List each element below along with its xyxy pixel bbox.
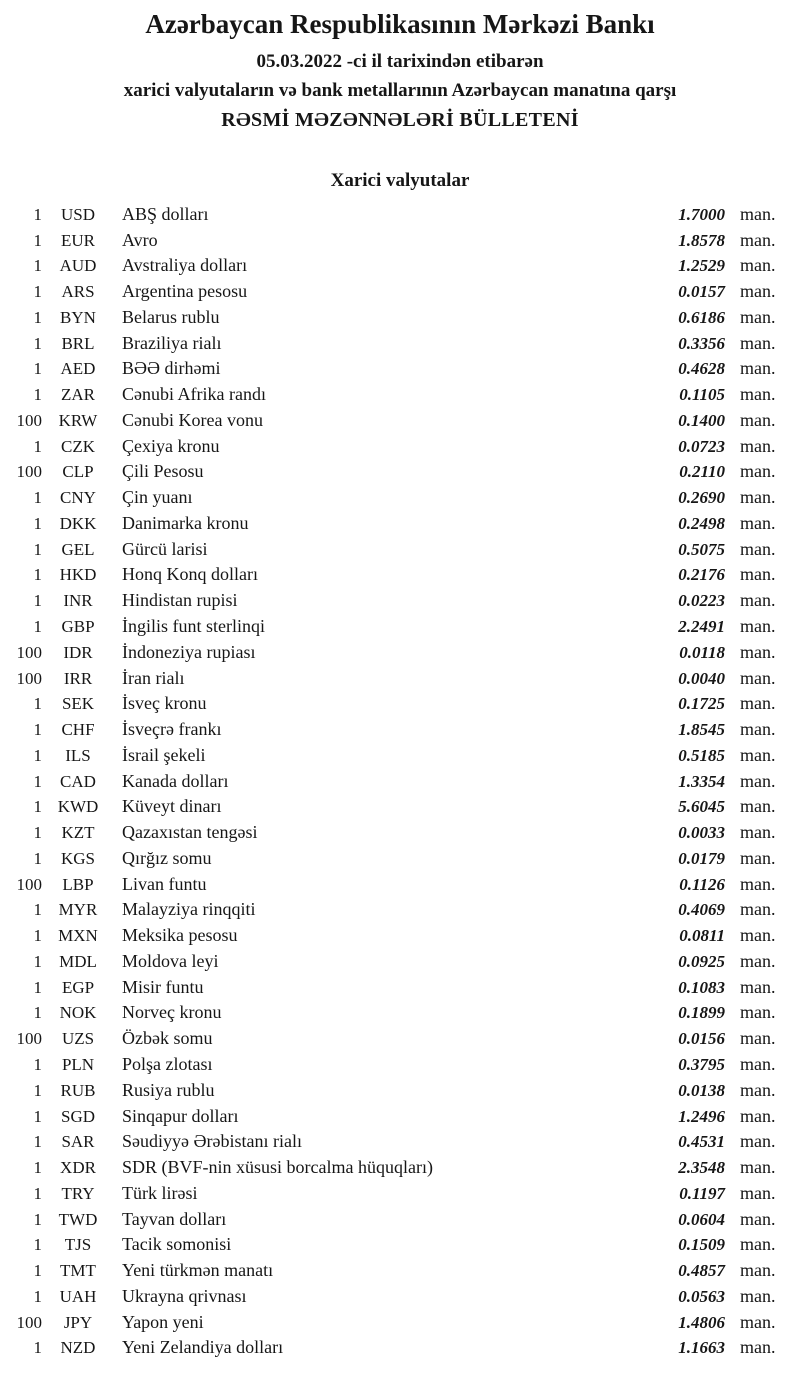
exchange-rate-value: 0.5185 (678, 745, 725, 765)
currency-quantity: 100 (16, 410, 42, 430)
currency-row (0, 640, 800, 666)
currency-row (0, 511, 800, 537)
currency-name: Polşa zlotası (122, 1054, 213, 1074)
currency-name: Misir funtu (122, 976, 204, 997)
exchange-rate-value: 0.1725 (678, 694, 725, 714)
manat-unit-label: man. (740, 796, 776, 817)
currency-name: Kanada dolları (122, 770, 229, 791)
exchange-rate-value: 0.2110 (679, 462, 725, 482)
exchange-rate-value: 1.2496 (678, 1106, 725, 1126)
exchange-rate-value: 0.0179 (678, 848, 725, 868)
currency-name: İsveç kronu (122, 693, 207, 714)
currency-row (0, 279, 800, 305)
currency-code: KWD (57, 797, 99, 817)
currency-quantity: 1 (33, 1158, 42, 1178)
currency-row (0, 820, 800, 846)
currency-code: ARS (61, 282, 95, 302)
currency-code: IRR (63, 668, 93, 688)
currency-quantity: 1 (33, 282, 42, 302)
currency-quantity: 1 (33, 616, 42, 636)
exchange-rate-value: 0.0033 (678, 823, 725, 843)
currency-code: CZK (61, 436, 95, 456)
currency-row (0, 331, 800, 357)
currency-name: Danimarka kronu (122, 512, 249, 533)
currency-name: Ukrayna qrivnası (122, 1285, 247, 1306)
currency-name: İran rialı (122, 667, 185, 688)
currency-code: BRL (61, 333, 95, 353)
currency-code: CLP (62, 462, 94, 482)
currency-name: Avro (122, 229, 158, 250)
currency-row (0, 305, 800, 331)
currency-row (0, 202, 800, 228)
currency-code: LBP (62, 874, 94, 894)
currency-row (0, 872, 800, 898)
currency-name: Tayvan dolları (122, 1208, 227, 1229)
currency-quantity: 1 (33, 720, 42, 740)
currency-name: Yapon yeni (122, 1311, 204, 1332)
exchange-rate-value: 1.1663 (678, 1338, 725, 1358)
manat-unit-label: man. (740, 1157, 776, 1178)
currency-quantity: 1 (33, 307, 42, 327)
currency-quantity: 1 (33, 823, 42, 843)
currency-code: KRW (58, 410, 98, 430)
currency-code: CHF (61, 720, 95, 740)
currency-row (0, 614, 800, 640)
manat-unit-label: man. (740, 1285, 776, 1306)
currency-code: IDR (63, 642, 93, 662)
currency-name: Yeni türkmən manatı (122, 1260, 274, 1281)
currency-row (0, 382, 800, 408)
exchange-rate-value: 1.4806 (678, 1312, 725, 1332)
currency-code: SGD (60, 1106, 95, 1126)
currency-row (0, 923, 800, 949)
currency-quantity: 1 (33, 539, 42, 559)
currency-code: RUB (60, 1080, 96, 1100)
currency-quantity: 1 (33, 926, 42, 946)
exchange-rate-value: 0.3356 (678, 333, 725, 353)
exchange-rate-value: 0.0118 (679, 642, 725, 662)
currency-code: TWD (58, 1209, 98, 1229)
currency-quantity: 1 (33, 565, 42, 585)
currency-quantity: 1 (33, 900, 42, 920)
currency-quantity: 1 (33, 1209, 42, 1229)
section-title-foreign-currencies: Xarici valyutalar (330, 169, 470, 191)
exchange-rate-value: 2.2491 (678, 616, 725, 636)
currency-code: HKD (59, 565, 97, 585)
exchange-rate-value: 0.0563 (678, 1286, 725, 1306)
currency-row (0, 228, 800, 254)
currency-row (0, 537, 800, 563)
manat-unit-label: man. (740, 1337, 776, 1358)
currency-code: KZT (61, 823, 95, 843)
manat-unit-label: man. (740, 590, 776, 611)
currency-quantity: 1 (33, 1183, 42, 1203)
currency-row (0, 562, 800, 588)
manat-unit-label: man. (740, 1002, 776, 1023)
currency-name: Qazaxıstan tengəsi (122, 822, 258, 843)
currency-name: Sinqapur dolları (122, 1105, 239, 1126)
currency-quantity: 1 (33, 436, 42, 456)
exchange-rate-value: 0.0925 (678, 951, 725, 971)
currency-code: UZS (61, 1029, 95, 1049)
currency-name: Norveç kronu (122, 1002, 222, 1023)
currency-name: SDR (BVF-nin xüsusi borcalma hüquqları) (122, 1157, 433, 1178)
manat-unit-label: man. (740, 950, 776, 971)
currency-quantity: 1 (33, 359, 42, 379)
currency-row (0, 717, 800, 743)
currency-name: Qırğız somu (122, 847, 212, 868)
currency-code: TJS (64, 1235, 92, 1255)
exchange-rate-value: 2.3548 (678, 1158, 725, 1178)
currency-code: CNY (60, 488, 96, 508)
currency-name: Malayziya rinqqiti (122, 899, 256, 920)
exchange-rate-value: 0.0040 (678, 668, 725, 688)
currency-row (0, 949, 800, 975)
exchange-rate-value: 1.2529 (678, 256, 725, 276)
manat-unit-label: man. (740, 1234, 776, 1255)
currency-name: Çexiya kronu (122, 435, 220, 456)
exchange-rate-value: 0.6186 (678, 307, 725, 327)
subject-line: xarici valyutaların və bank metallarının Azərbaycan manatına qarşı (123, 80, 677, 102)
exchange-rate-value: 0.0223 (678, 591, 725, 611)
currency-name: Livan funtu (122, 873, 207, 894)
manat-unit-label: man. (740, 1131, 776, 1152)
currency-name: Moldova leyi (122, 950, 219, 971)
currency-name: İngilis funt sterlinqi (122, 615, 265, 636)
manat-unit-label: man. (740, 1208, 776, 1229)
currency-name: Argentina pesosu (122, 281, 248, 302)
exchange-rate-value: 0.0723 (678, 436, 725, 456)
manat-unit-label: man. (740, 667, 776, 688)
currency-name: Meksika pesosu (122, 925, 238, 946)
currency-row (0, 1258, 800, 1284)
currency-name: ABŞ dolları (122, 203, 209, 224)
manat-unit-label: man. (740, 409, 776, 430)
currency-row (0, 666, 800, 692)
exchange-rate-value: 0.1083 (678, 977, 725, 997)
currency-quantity: 1 (33, 1235, 42, 1255)
manat-unit-label: man. (740, 719, 776, 740)
currency-row (0, 356, 800, 382)
exchange-rate-value: 0.3795 (678, 1055, 725, 1074)
manat-unit-label: man. (740, 384, 776, 405)
exchange-rate-value: 5.6045 (678, 797, 725, 817)
manat-unit-label: man. (740, 641, 776, 662)
currency-quantity: 1 (33, 745, 42, 765)
currency-code: AED (60, 359, 96, 379)
currency-row (0, 1335, 800, 1361)
currency-quantity: 100 (16, 874, 42, 894)
manat-unit-label: man. (740, 1079, 776, 1100)
currency-name: Çin yuanı (122, 487, 193, 508)
manat-unit-label: man. (740, 1028, 776, 1049)
manat-unit-label: man. (740, 1260, 776, 1281)
currency-quantity: 1 (33, 1338, 42, 1358)
manat-unit-label: man. (740, 770, 776, 791)
currency-code: MDL (59, 951, 97, 971)
manat-unit-label: man. (740, 847, 776, 868)
currency-quantity: 1 (33, 256, 42, 276)
currency-row (0, 846, 800, 872)
exchange-rate-value: 0.4857 (678, 1261, 725, 1281)
exchange-rate-value: 0.2176 (678, 565, 725, 585)
currency-quantity: 1 (33, 513, 42, 533)
exchange-rate-value: 0.4531 (678, 1132, 725, 1152)
manat-unit-label: man. (740, 873, 776, 894)
currency-quantity: 100 (16, 1029, 42, 1049)
currency-code: TRY (61, 1183, 95, 1203)
currency-name: Belarus rublu (122, 306, 220, 327)
currency-name: İsrail şekeli (122, 744, 206, 765)
exchange-rate-value: 0.5075 (678, 539, 725, 559)
currency-name: Gürcü larisi (122, 538, 208, 559)
currency-name: Səudiyyə Ərəbistanı rialı (122, 1131, 302, 1152)
currency-code: NZD (60, 1338, 96, 1358)
currency-quantity: 1 (33, 1003, 42, 1023)
currency-row (0, 408, 800, 434)
currency-name: Braziliya rialı (122, 332, 222, 353)
currency-code: TMT (60, 1261, 96, 1281)
manat-unit-label: man. (740, 255, 776, 276)
currency-quantity: 1 (33, 333, 42, 353)
manat-unit-label: man. (740, 925, 776, 946)
effective-date-line: 05.03.2022 -ci il tarixindən etibarən (256, 50, 544, 72)
currency-row (0, 1284, 800, 1310)
currency-quantity: 1 (33, 1261, 42, 1281)
bulletin-header (0, 0, 800, 134)
exchange-rate-value: 0.1105 (679, 385, 725, 405)
manat-unit-label: man. (740, 822, 776, 843)
exchange-rate-value: 0.4069 (678, 900, 725, 920)
currency-name: Avstraliya dolları (122, 255, 248, 276)
currency-row (0, 434, 800, 460)
manat-unit-label: man. (740, 538, 776, 559)
currency-row (0, 1000, 800, 1026)
currency-quantity: 1 (33, 848, 42, 868)
currency-row (0, 1052, 800, 1078)
exchange-rate-value: 1.3354 (678, 771, 725, 791)
currency-quantity: 100 (16, 462, 42, 482)
currency-name: Rusiya rublu (122, 1079, 215, 1100)
currency-name: Cənubi Korea vonu (122, 409, 263, 430)
manat-unit-label: man. (740, 615, 776, 636)
currency-code: XDR (60, 1158, 96, 1178)
currency-name: Tacik somonisi (122, 1234, 232, 1255)
currency-code: INR (63, 591, 93, 611)
exchange-rate-value: 1.8545 (678, 720, 725, 740)
exchange-rate-value: 0.1197 (679, 1183, 725, 1203)
currency-code: UAH (59, 1286, 97, 1306)
manat-unit-label: man. (740, 306, 776, 327)
manat-unit-label: man. (740, 487, 776, 508)
currency-quantity: 1 (33, 230, 42, 250)
exchange-rates-table (0, 202, 800, 1361)
currency-code: JPY (63, 1312, 93, 1332)
currency-quantity: 1 (33, 488, 42, 508)
exchange-rate-value: 0.0138 (678, 1080, 725, 1100)
exchange-rate-value: 1.8578 (678, 230, 725, 250)
currency-code: AUD (59, 256, 97, 276)
currency-row (0, 1155, 800, 1181)
currency-quantity: 100 (16, 1312, 42, 1332)
currency-row (0, 1207, 800, 1233)
manat-unit-label: man. (740, 744, 776, 765)
currency-row (0, 1310, 800, 1336)
currency-quantity: 1 (33, 977, 42, 997)
currency-code: DKK (59, 513, 97, 533)
currency-code: GBP (61, 616, 95, 636)
exchange-rate-value: 0.0157 (678, 282, 725, 302)
manat-unit-label: man. (740, 203, 776, 224)
exchange-rate-value: 1.7000 (678, 204, 725, 224)
currency-code: KGS (60, 848, 95, 868)
currency-quantity: 1 (33, 204, 42, 224)
manat-unit-label: man. (740, 976, 776, 997)
currency-quantity: 1 (33, 591, 42, 611)
currency-row (0, 897, 800, 923)
currency-code: EGP (61, 977, 95, 997)
currency-name: İsveçrə frankı (122, 719, 222, 740)
manat-unit-label: man. (740, 1182, 776, 1203)
currency-name: Türk lirəsi (122, 1182, 198, 1203)
currency-row (0, 743, 800, 769)
currency-quantity: 100 (16, 668, 42, 688)
manat-unit-label: man. (740, 1105, 776, 1126)
manat-unit-label: man. (740, 461, 776, 482)
manat-unit-label: man. (740, 1311, 776, 1332)
currency-name: İndoneziya rupiası (122, 641, 256, 662)
exchange-rate-value: 0.1899 (678, 1003, 725, 1023)
currency-name: BƏƏ dirhəmi (122, 358, 221, 379)
currency-quantity: 1 (33, 1132, 42, 1152)
exchange-rate-value: 0.1400 (678, 410, 725, 430)
currency-name: Hindistan rupisi (122, 590, 238, 611)
exchange-rate-value: 0.0604 (678, 1209, 725, 1229)
currency-row (0, 769, 800, 795)
currency-quantity: 1 (33, 951, 42, 971)
currency-name: Özbək somu (122, 1028, 213, 1049)
exchange-rate-value: 0.1509 (678, 1235, 725, 1255)
currency-code: NOK (59, 1003, 97, 1023)
currency-name: Çili Pesosu (122, 461, 204, 482)
manat-unit-label: man. (740, 229, 776, 250)
exchange-rate-value: 0.2690 (678, 488, 725, 508)
currency-code: BYN (60, 307, 96, 327)
currency-code: USD (60, 204, 95, 224)
currency-quantity: 1 (33, 797, 42, 817)
currency-row (0, 1104, 800, 1130)
currency-quantity: 1 (33, 1055, 42, 1074)
currency-code: MXN (58, 926, 98, 946)
manat-unit-label: man. (740, 358, 776, 379)
currency-quantity: 1 (33, 694, 42, 714)
currency-row (0, 253, 800, 279)
manat-unit-label: man. (740, 281, 776, 302)
exchange-rate-value: 0.2498 (678, 513, 725, 533)
currency-quantity: 100 (16, 642, 42, 662)
currency-code: MYR (58, 900, 98, 920)
currency-row (0, 1026, 800, 1052)
currency-row (0, 459, 800, 485)
exchange-rate-value: 0.0156 (678, 1029, 725, 1049)
exchange-rate-value: 0.0811 (679, 926, 725, 946)
currency-quantity: 1 (33, 385, 42, 405)
manat-unit-label: man. (740, 332, 776, 353)
manat-unit-label: man. (740, 693, 776, 714)
exchange-rate-value: 0.1126 (679, 874, 725, 894)
currency-name: Cənubi Afrika randı (122, 384, 266, 405)
exchange-rate-value: 0.4628 (678, 359, 725, 379)
currency-quantity: 1 (33, 1286, 42, 1306)
currency-code: SAR (61, 1132, 95, 1152)
currency-row (0, 975, 800, 1001)
currency-row (0, 794, 800, 820)
currency-name: Yeni Zelandiya dolları (122, 1337, 284, 1358)
currency-row (0, 588, 800, 614)
currency-code: ILS (65, 745, 91, 765)
manat-unit-label: man. (740, 1054, 776, 1074)
currency-row (0, 691, 800, 717)
currency-code: EUR (61, 230, 95, 250)
currency-code: CAD (60, 771, 96, 791)
currency-code: ZAR (61, 385, 95, 405)
manat-unit-label: man. (740, 512, 776, 533)
currency-row (0, 1232, 800, 1258)
currency-row (0, 485, 800, 511)
manat-unit-label: man. (740, 435, 776, 456)
currency-row (0, 1181, 800, 1207)
bulletin-title: RƏSMİ MƏZƏNNƏLƏRİ BÜLLETENİ (221, 108, 579, 131)
currency-name: Küveyt dinarı (122, 796, 222, 817)
currency-name: Honq Konq dolları (122, 564, 258, 585)
currency-row (0, 1078, 800, 1104)
currency-quantity: 1 (33, 1080, 42, 1100)
currency-code: PLN (61, 1055, 95, 1074)
currency-code: SEK (61, 694, 95, 714)
currency-quantity: 1 (33, 771, 42, 791)
currency-code: GEL (61, 539, 95, 559)
manat-unit-label: man. (740, 564, 776, 585)
manat-unit-label: man. (740, 899, 776, 920)
bank-name-title: Azərbaycan Respublikasının Mərkəzi Bankı (145, 9, 655, 39)
currency-quantity: 1 (33, 1106, 42, 1126)
currency-row (0, 1129, 800, 1155)
